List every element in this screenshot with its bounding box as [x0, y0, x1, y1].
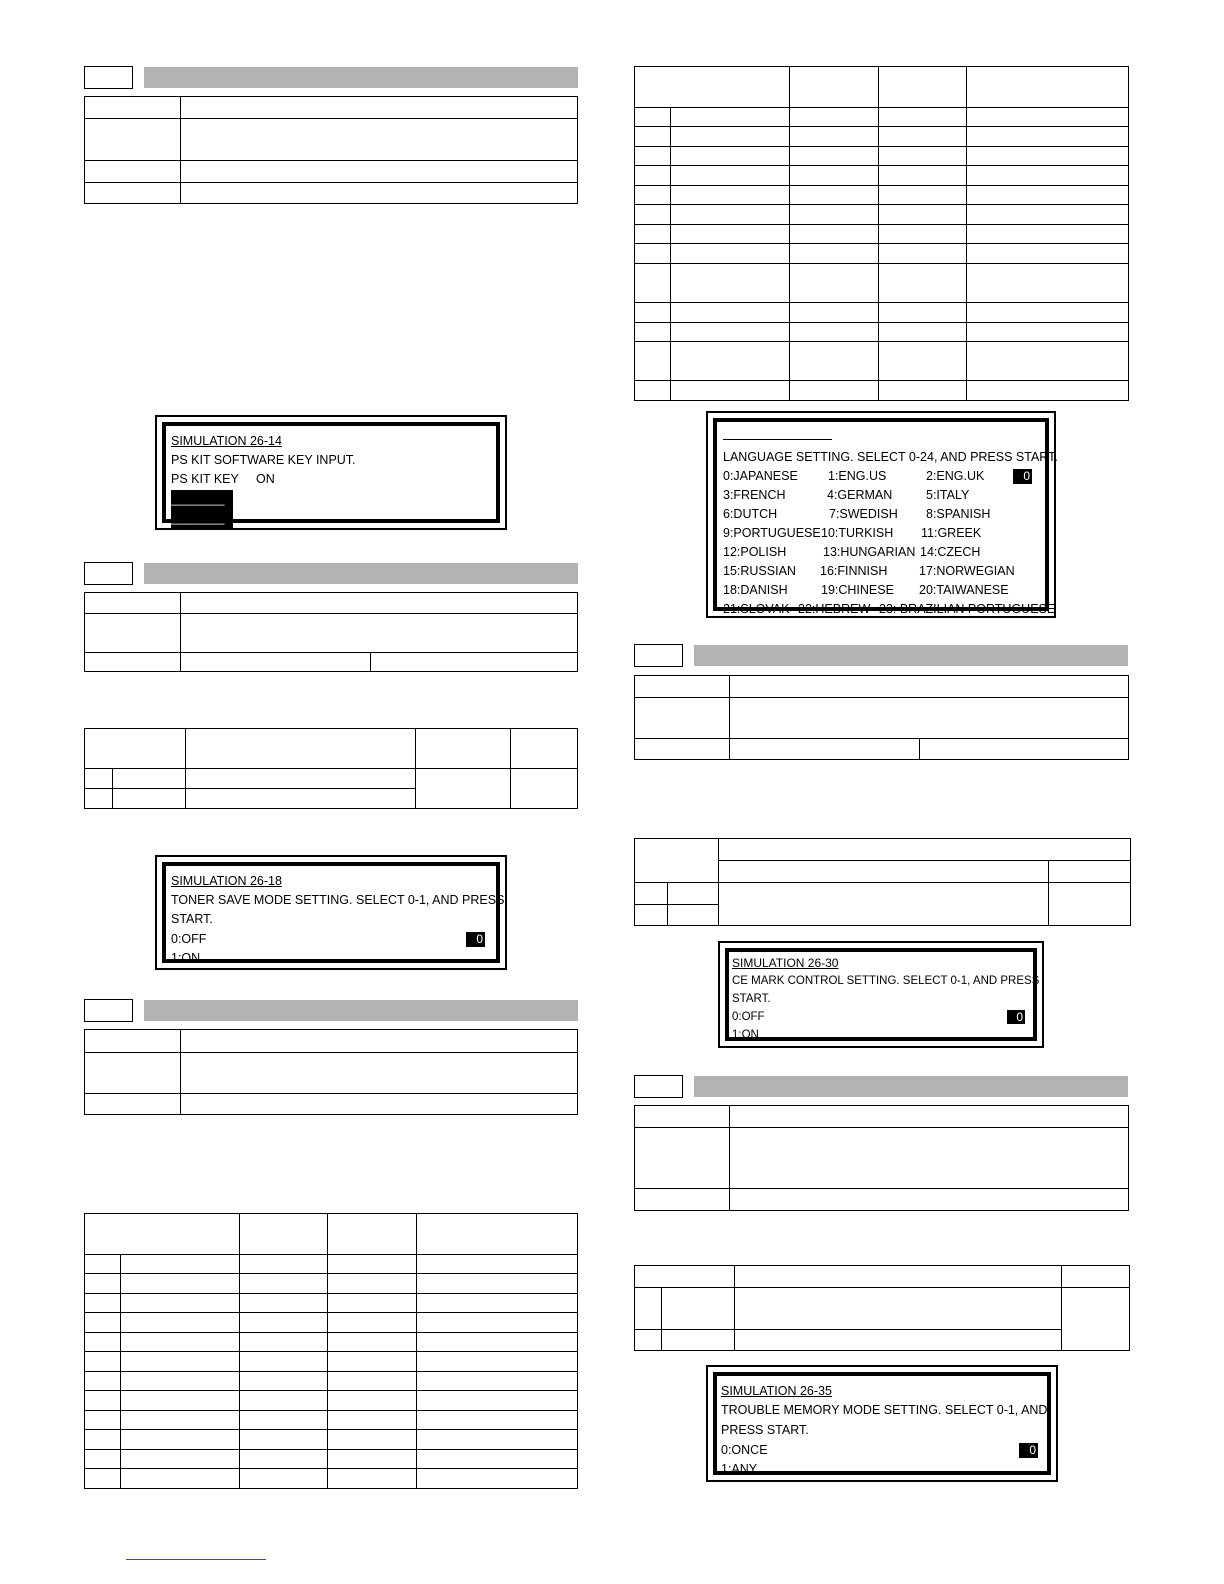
screen-line: LANGUAGE SETTING. SELECT 0-24, AND PRESS START.	[723, 450, 1058, 464]
language-option: 11:GREEK	[921, 526, 982, 540]
language-option: 10:TURKISH	[821, 526, 894, 540]
info-table	[634, 1105, 1129, 1211]
option-off: 0:OFF	[732, 1011, 765, 1023]
language-option: 7:SWEDISH	[829, 507, 898, 521]
language-option: 15:RUSSIAN	[723, 564, 796, 578]
language-option: 17:NORWEGIAN	[919, 564, 1015, 578]
simulation-26-30-screen	[718, 941, 1044, 1048]
language-option: 2:ENG.UK	[926, 469, 985, 483]
screen-line: START.	[171, 912, 213, 926]
settings-table	[634, 1265, 1130, 1351]
value-cursor[interactable]: 0	[1019, 1443, 1038, 1458]
screen-title: SIMULATION 26-18	[171, 874, 282, 888]
language-option: 20:TAIWANESE	[919, 583, 1009, 597]
screen-line: TROUBLE MEMORY MODE SETTING. SELECT 0-1, AND	[721, 1403, 1048, 1417]
language-option: 12:POLISH	[723, 545, 787, 559]
language-option: 23: BRAZILIAN PORTUGUESE	[879, 602, 1056, 616]
footer-link-underline[interactable]	[126, 1559, 266, 1560]
language-option: 1:ENG.US	[828, 469, 887, 483]
language-option: 14:CZECH	[920, 545, 981, 559]
info-table	[634, 675, 1129, 760]
language-option: 5:ITALY	[926, 488, 970, 502]
language-option: 19:CHINESE	[821, 583, 894, 597]
section-number-box	[84, 562, 133, 585]
value-cursor[interactable]: 0	[1013, 469, 1032, 484]
language-option: 18:DANISH	[723, 583, 788, 597]
language-option: 16:FINNISH	[820, 564, 888, 578]
screen-title: SIMULATION 26-14	[171, 434, 282, 448]
info-table	[84, 1029, 578, 1115]
value-cursor[interactable]: 0	[1007, 1010, 1025, 1024]
option-once: 0:ONCE	[721, 1443, 768, 1457]
section-header-bar	[144, 67, 578, 88]
screen-title-underline	[723, 439, 832, 440]
language-option: 9:PORTUGUESE	[723, 526, 821, 540]
language-option: 4:GERMAN	[827, 488, 893, 502]
screen-line: PS KIT SOFTWARE KEY INPUT.	[171, 453, 356, 467]
section-number-box	[84, 999, 133, 1022]
language-option: 3:FRENCH	[723, 488, 786, 502]
option-off: 0:OFF	[171, 932, 207, 946]
destination-table	[84, 1213, 578, 1489]
section-header-bar	[144, 563, 578, 584]
section-number-box	[634, 644, 683, 667]
screen-title: SIMULATION 26-30	[732, 956, 839, 970]
section-number-box	[84, 66, 133, 89]
language-option: 21:SLOVAK	[723, 602, 790, 616]
screen-title: SIMULATION 26-35	[721, 1384, 832, 1398]
screen-line: START.	[732, 993, 771, 1005]
info-table	[84, 592, 578, 672]
simulation-26-14-screen	[155, 415, 507, 530]
screen-line: CE MARK CONTROL SETTING. SELECT 0-1, AND PRESS	[732, 975, 1040, 987]
settings-table	[84, 728, 578, 809]
language-option: 13:HUNGARIAN	[823, 545, 916, 559]
key-input-field[interactable]: ________	[171, 509, 233, 528]
screen-line: PS KIT KEY ON	[171, 472, 275, 486]
info-table	[84, 96, 578, 204]
section-header-bar	[144, 1000, 578, 1021]
section-header-bar	[694, 1076, 1128, 1097]
language-option: 22:HEBREW	[798, 602, 871, 616]
screen-line: PRESS START.	[721, 1423, 809, 1437]
screen-line: TONER SAVE MODE SETTING. SELECT 0-1, AND PRESS	[171, 893, 505, 907]
destination-table	[634, 66, 1129, 401]
simulation-26-35-screen	[706, 1365, 1058, 1482]
option-on: 1:ON	[732, 1029, 759, 1041]
language-option: 8:SPANISH	[926, 507, 991, 521]
value-cursor[interactable]: 0	[466, 932, 485, 947]
option-on: 1:ON	[171, 951, 201, 965]
section-header-bar	[694, 645, 1128, 666]
simulation-26-18-screen	[155, 855, 507, 970]
section-number-box	[634, 1075, 683, 1098]
option-any: 1:ANY	[721, 1462, 758, 1476]
language-setting-screen	[706, 411, 1056, 618]
key-input-field[interactable]: ________	[171, 490, 233, 509]
language-option: 6:DUTCH	[723, 507, 778, 521]
settings-table	[634, 838, 1131, 926]
language-option: 0:JAPANESE	[723, 469, 798, 483]
